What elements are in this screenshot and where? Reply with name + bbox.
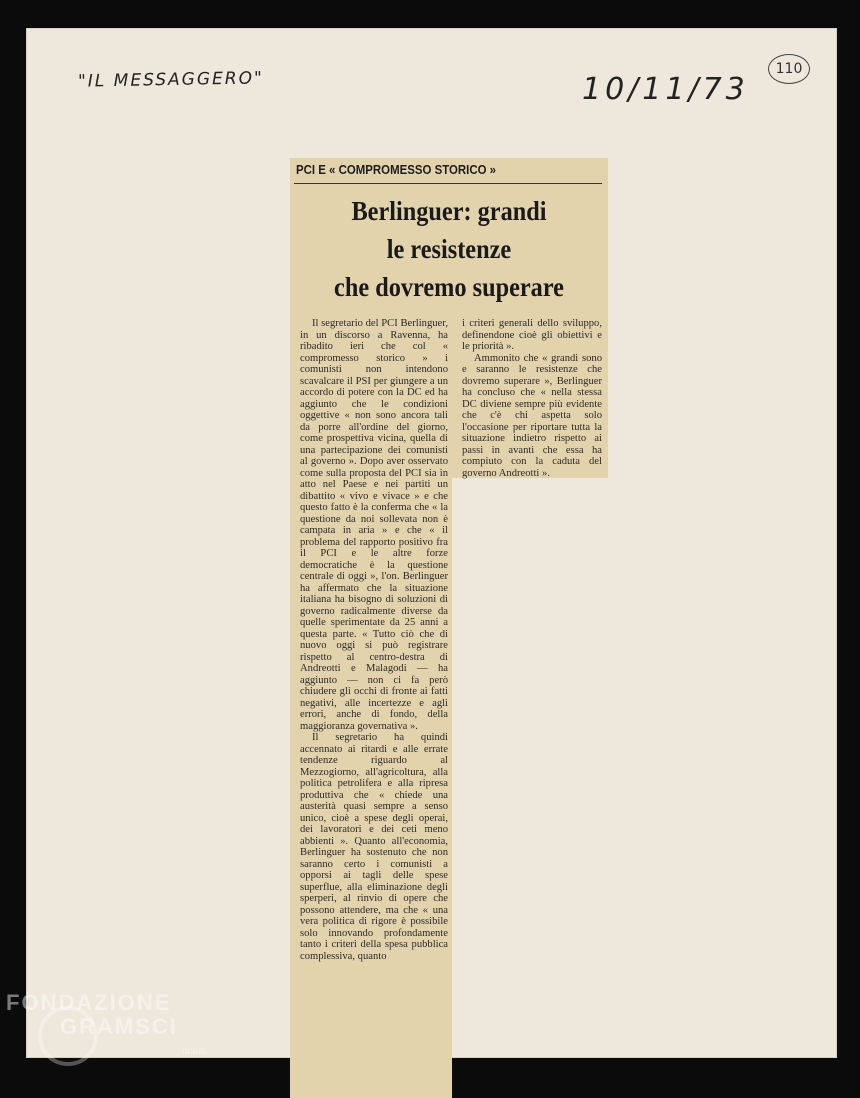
article-headline bbox=[311, 192, 586, 306]
article-paragraph: i criteri generali dello sviluppo, definendone cioè gli obiettivi e le priorità ». bbox=[462, 318, 602, 352]
watermark-line-1: FONDAZIONE bbox=[6, 990, 172, 1015]
fondazione-gramsci-watermark bbox=[6, 990, 206, 1057]
watermark-line-2: GRAMSCI bbox=[60, 1014, 178, 1039]
handwritten-date: 10/11/73 bbox=[582, 72, 749, 107]
archive-sheet bbox=[26, 28, 837, 1058]
article-column-2 bbox=[462, 318, 602, 479]
headline-line-3: che dovremo superare bbox=[334, 272, 564, 302]
headline-line-1: Berlinguer: grandi bbox=[351, 196, 547, 226]
gramsci-logo-icon bbox=[38, 1006, 98, 1066]
kicker-rule bbox=[294, 183, 602, 184]
folio-number: 110 bbox=[768, 54, 810, 84]
article-paragraph: Il segretario ha quindi accennato ai ritardi e alle errate tendenze riguardo al Mezzogiorno, all'agricoltura, alla politica petrolifera e alla ripresa produttiva che « chiede una austerità quasi sempre a senso unico, cioè a spese degli operai, dei lavoratori e dei ceti meno abbienti ». Quanto all'economia, Berlinguer ha sostenuto che non saranno certo i comunisti a opporsi ai tagli delle spese superflue, alla eliminazione degli sperperi, al rinvio di opere che possono attendere, ma che « una vera politica di rigore è possibile solo innovando profondamente tanto i criteri della spesa pubblica complessiva, quanto bbox=[300, 732, 448, 962]
watermark-suffix: onlus bbox=[182, 1046, 206, 1057]
headline-line-2: le resistenze bbox=[386, 234, 512, 264]
article-column-1 bbox=[300, 318, 448, 962]
article-paragraph: Ammonito che « grandi sono e saranno le resistenze che dovremo superare », Berlinguer ha concluso che « nella stessa DC diviene sempre più evidente che c'è chi aspetta solo l'occasione per riportare tutta la situazione indietro rispetto ai passi in avanti che essa ha compiuto con la caduta del governo Andreotti ». bbox=[462, 352, 602, 479]
article-paragraph: Il segretario del PCI Berlinguer, in un discorso a Ravenna, ha ribadito ieri che col « compromesso storico » i comunisti non intendono scavalcare il PSI per giungere a un accordo di potere con la DC ed ha aggiunto che le condizioni oggettive « non sono ancora tali da porre all'ordine del giorno, come prospettiva vicina, quella di una partecipazione dei comunisti al governo ». Dopo aver osservato come sulla proposta del PCI sia in atto nel Paese e nei partiti un dibattito « vivo e vivace » e che questo fatto è la conferma che « la questione da noi sollevata non è campata in aria » e che « il problema del rapporto positivo fra il PCI e le altre forze democratiche è la questione centrale di oggi », l'on. Berlinguer ha affermato che la situazione italiana ha bisogno di soluzioni di governo radicalmente diverse da quelle sperimentate da 25 anni a questa parte. « Tutto ciò che di nuovo oggi si può registrare rispetto al centro-destra di Andreotti e Malagodi — ha aggiunto — non ci fa però chiudere gli occhi di fronte ai fatti negativi, alle incertezze e agli errori, anche di fondo, della maggioranza governativa ». bbox=[300, 318, 448, 732]
article-kicker: PCI E « COMPROMESSO STORICO » bbox=[296, 162, 497, 177]
handwritten-newspaper-name: "IL MESSAGGERO" bbox=[77, 68, 264, 92]
